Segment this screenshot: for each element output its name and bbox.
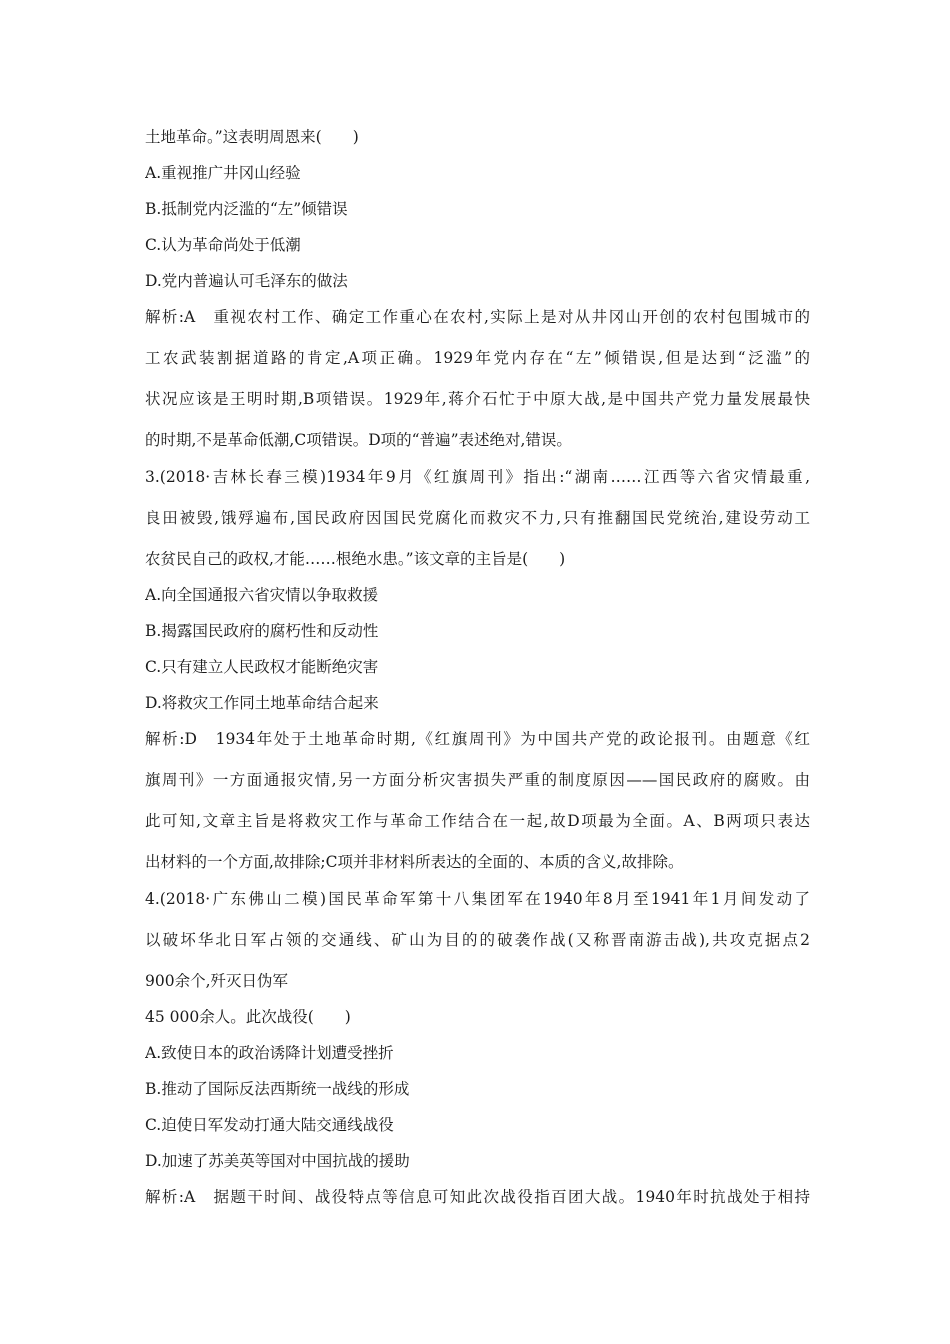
q3-option-d: D.将救灾工作同土地革命结合起来 xyxy=(145,694,379,712)
q3-option-a: A.向全国通报六省灾情以争取救援 xyxy=(145,586,379,604)
q4-option-b: B.推动了国际反法西斯统一战线的形成 xyxy=(145,1080,410,1098)
q2-option-c: C.认为革命尚处于低潮 xyxy=(145,236,301,254)
q2-stem-tail: 土地革命。”这表明周恩来( ) xyxy=(145,128,359,146)
q2-option-b: B.抵制党内泛滥的“左”倾错误 xyxy=(145,200,348,218)
q3-option-c: C.只有建立人民政权才能断绝灾害 xyxy=(145,658,379,676)
q3-stem-line: 3.(2018·吉林长春三模)1934年9月《红旗周刊》指出:“湖南……江西等六省灾情最重, xyxy=(145,468,810,486)
q4-option-c: C.迫使日军发动打通大陆交通线战役 xyxy=(145,1116,394,1134)
q4-stem-line: 45 000余人。此次战役( ) xyxy=(145,1008,351,1026)
q3-analysis-line: 此可知,文章主旨是将救灾工作与革命工作结合在一起,故D项最为全面。A、B两项只表达 xyxy=(145,812,810,830)
q2-analysis-line: 的时期,不是革命低潮,C项错误。D项的“普遍”表述绝对,错误。 xyxy=(145,431,572,449)
q4-stem-line: 4.(2018·广东佛山二模)国民革命军第十八集团军在1940年8月至1941年1月间发动了 xyxy=(145,890,810,908)
q2-analysis-line: 状况应该是王明时期,B项错误。1929年,蒋介石忙于中原大战,是中国共产党力量发展最快 xyxy=(145,390,810,408)
q4-option-d: D.加速了苏美英等国对中国抗战的援助 xyxy=(145,1152,410,1170)
q4-stem-line: 900余个,歼灭日伪军 xyxy=(145,972,289,990)
q4-analysis-line: 解析:A 据题干时间、战役特点等信息可知此次战役指百团大战。1940年时抗战处于相持 xyxy=(145,1188,810,1206)
q2-analysis-line: 工农武装割据道路的肯定,A项正确。1929年党内存在“左”倾错误,但是达到“泛滥”的 xyxy=(145,349,810,367)
q2-option-d: D.党内普遍认可毛泽东的做法 xyxy=(145,272,348,290)
q3-stem-line: 良田被毁,饿殍遍布,国民政府因国民党腐化而救灾不力,只有推翻国民党统治,建设劳动工 xyxy=(145,509,810,527)
q2-analysis-line: 解析:A 重视农村工作、确定工作重心在农村,实际上是对从井冈山开创的农村包围城市的 xyxy=(145,308,810,326)
q3-stem-line: 农贫民自己的政权,才能……根绝水患。”该文章的主旨是( ) xyxy=(145,550,566,568)
q3-analysis-line: 旗周刊》一方面通报灾情,另一方面分析灾害损失严重的制度原因——国民政府的腐败。由 xyxy=(145,771,810,789)
q3-option-b: B.揭露国民政府的腐朽性和反动性 xyxy=(145,622,379,640)
q2-option-a: A.重视推广井冈山经验 xyxy=(145,164,301,182)
q4-option-a: A.致使日本的政治诱降计划遭受挫折 xyxy=(145,1044,394,1062)
q4-stem-line: 以破坏华北日军占领的交通线、矿山为目的的破袭作战(又称晋南游击战),共攻克据点2 xyxy=(145,931,810,949)
q3-analysis-line: 解析:D 1934年处于土地革命时期,《红旗周刊》为中国共产党的政论报刊。由题意《红 xyxy=(145,730,810,748)
q3-analysis-line: 出材料的一个方面,故排除;C项并非材料所表达的全面的、本质的含义,故排除。 xyxy=(145,853,684,871)
